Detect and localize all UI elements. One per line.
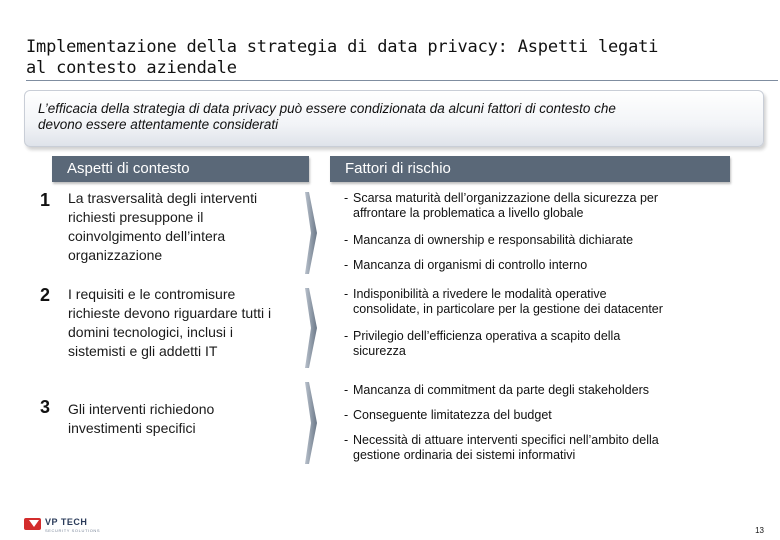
header-aspetti-label: Aspetti di contesto	[67, 160, 190, 177]
header-fattori-label: Fattori di rischio	[345, 160, 451, 177]
aspect-3-line: investimenti specifici	[68, 420, 196, 436]
logo-name: VP TECH	[45, 517, 88, 527]
intro-line1: L’efficacia della strategia di data privacy può essere condizionata da alcuni fattori di contesto che	[38, 101, 616, 116]
risk-item	[344, 191, 764, 221]
risk-line: affrontare la problematica a livello globale	[353, 206, 584, 220]
risk-dash: -	[344, 433, 349, 447]
header-aspetti	[52, 156, 309, 182]
risk-line: sicurezza	[353, 344, 406, 358]
aspect-2-line: domini tecnologici, inclusi i	[68, 324, 233, 340]
risk-line: gestione ordinaria dei sistemi informativi	[353, 448, 576, 462]
logo-tagline: SECURITY SOLUTIONS	[45, 528, 101, 533]
risk-line: Privilegio dell’efficienza operativa a scapito della	[353, 329, 621, 343]
page-title-line2: al contesto aziendale	[26, 58, 237, 78]
risk-dash: -	[344, 329, 349, 343]
risk-line: Mancanza di ownership e responsabilità dichiarate	[353, 233, 634, 247]
title-divider	[26, 80, 778, 81]
risk-line: Conseguente limitatezza del budget	[353, 408, 552, 422]
risk-item	[344, 258, 764, 273]
chevron-right-icon	[305, 192, 317, 274]
risk-line: Indisponibilità a rivedere le modalità operative	[353, 287, 607, 301]
aspect-number-3: 3	[40, 397, 51, 417]
risk-dash: -	[344, 383, 349, 397]
risk-item	[344, 408, 764, 423]
risk-dash: -	[344, 258, 349, 272]
aspect-text-1	[68, 189, 313, 265]
aspect-1-line: richiesti presuppone il	[68, 209, 204, 225]
risk-item	[344, 433, 764, 463]
aspect-2-line: sistemisti e gli addetti IT	[68, 343, 218, 359]
risk-item	[344, 233, 764, 248]
risk-item	[344, 383, 764, 398]
chevron-right-icon	[305, 382, 317, 464]
risk-item	[344, 287, 764, 317]
company-logo	[24, 517, 134, 535]
aspect-1-line: coinvolgimento dell’intera	[68, 228, 226, 244]
risk-line: Mancanza di organismi di controllo interno	[353, 258, 588, 272]
aspect-text-2	[68, 285, 313, 361]
chevron-right-icon	[305, 288, 317, 368]
risk-line: Mancanza di commitment da parte degli stakeholders	[353, 383, 649, 397]
risk-dash: -	[344, 191, 349, 205]
intro-line2: devono essere attentamente considerati	[38, 117, 279, 132]
aspect-2-line: I requisiti e le contromisure	[68, 286, 236, 302]
risk-line: consolidate, in particolare per la gestione dei datacenter	[353, 302, 663, 316]
risk-line: Necessità di attuare interventi specifici nell’ambito della	[353, 433, 659, 447]
aspect-2-line: richieste devono riguardare tutti i	[68, 305, 272, 321]
risk-item	[344, 329, 764, 359]
aspect-1-line: organizzazione	[68, 247, 163, 263]
aspect-number-1: 1	[40, 190, 51, 210]
page-number: 13	[755, 526, 764, 535]
aspect-number-2: 2	[40, 285, 51, 305]
header-fattori	[330, 156, 730, 182]
page-title-line1: Implementazione della strategia di data privacy: Aspetti legati	[26, 37, 659, 57]
intro-callout	[24, 90, 764, 147]
risk-line: Scarsa maturità dell’organizzazione della sicurezza per	[353, 191, 659, 205]
aspect-1-line: La trasversalità degli interventi	[68, 190, 258, 206]
aspect-3-line: Gli interventi richiedono	[68, 401, 215, 417]
page-title	[26, 37, 726, 79]
risk-dash: -	[344, 287, 349, 301]
risk-dash: -	[344, 233, 349, 247]
intro-text	[38, 101, 738, 133]
aspect-text-3	[68, 400, 313, 438]
risk-dash: -	[344, 408, 349, 422]
logo-mark-icon	[24, 518, 41, 530]
